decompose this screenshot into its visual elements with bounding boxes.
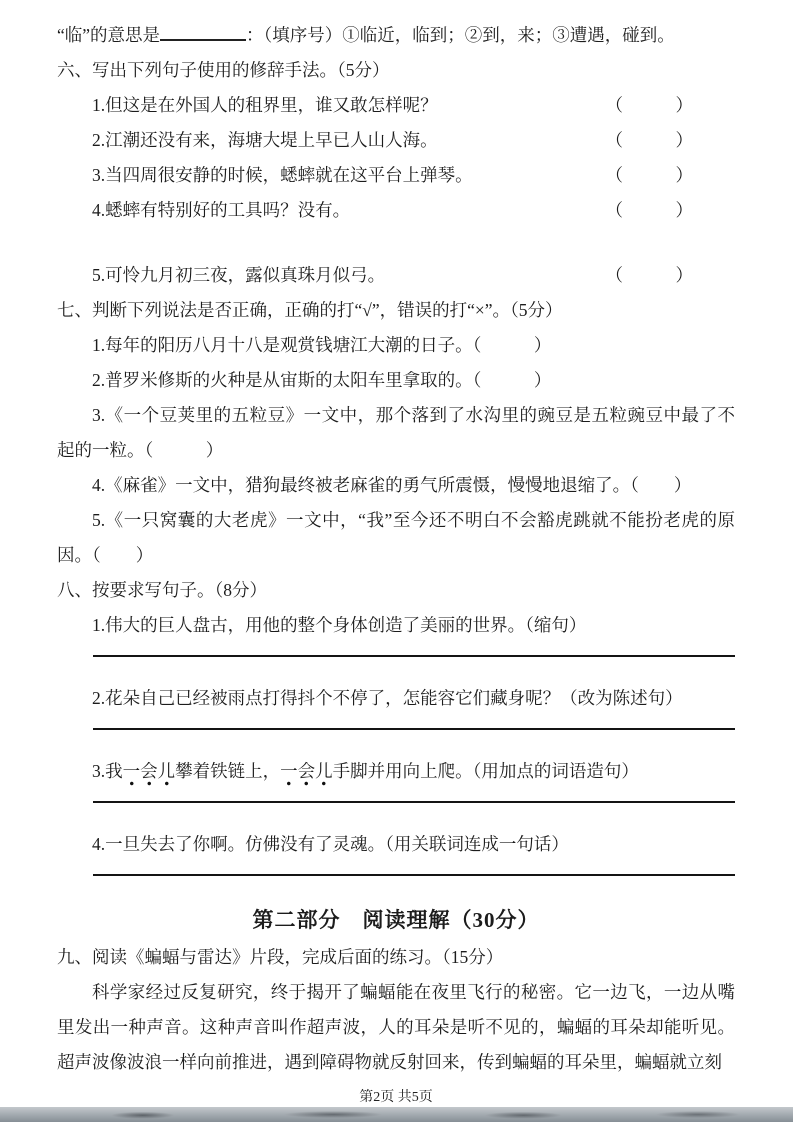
fill-blank-post: ：（填序号）①临近，临到；②到，来；③遭遇，碰到。 (246, 25, 675, 45)
rhetoric-question-1 (57, 88, 735, 123)
answer-bracket: （ ） (605, 165, 693, 185)
fill-blank-question (57, 18, 735, 53)
section-8-title: 八、按要求写句子。（8分） (57, 580, 267, 600)
fill-blank-pre: “临”的意思是 (57, 25, 161, 45)
answer-bracket: （ ） (605, 200, 693, 220)
sentence-question-1: 1.伟大的巨人盘古，用他的整个身体创造了美丽的世界。（缩句） (92, 615, 587, 635)
question-text: 5.可怜九月初三夜，露似真珠月似弓。 (92, 265, 386, 285)
answer-bracket: （ ） (605, 130, 693, 150)
part-2-heading: 第二部分 阅读理解（30分） (252, 908, 540, 932)
sentence-question-block-3 (57, 754, 735, 803)
rhetoric-question-4 (57, 193, 735, 228)
rhetoric-question-5 (57, 258, 735, 293)
question-text: 攀着铁链上， (175, 761, 281, 781)
sentence-question-block-4 (57, 827, 735, 876)
section-9-title: 九、阅读《蝙蝠与雷达》片段，完成后面的练习。（15分） (57, 947, 504, 967)
section-7-title: 七、判断下列说法是否正确，正确的打“√”，错误的打“×”。（5分） (57, 300, 563, 320)
reading-passage: 科学家经过反复研究，终于揭开了蝙蝠能在夜里飞行的秘密。它一边飞，一边从嘴里发出一种声音。这种声音叫作超声波，人的耳朵是听不见的，蝙蝠的耳朵却能听见。超声波像波浪一样向前推进，遇到障碍物就反射回来，传到蝙蝠的耳朵里，蝙蝠就立刻 (57, 982, 735, 1072)
judgement-question-3: 3.《一个豆荚里的五粒豆》一文中，那个落到了水沟里的豌豆是五粒豌豆中最了不起的一粒。（ ） (57, 405, 735, 460)
question-text: 2.江潮还没有来，海塘大堤上早已人山人海。 (92, 130, 438, 150)
judgement-question-5: 5.《一只窝囊的大老虎》一文中，“我”至今还不明白不会豁虎跳就不能扮老虎的原因。（ ） (57, 510, 735, 565)
sentence-question-4: 4.一旦失去了你啊。仿佛没有了灵魂。（用关联词连成一句话） (92, 834, 569, 854)
judgement-question-4: 4.《麻雀》一文中，猎狗最终被老麻雀的勇气所震慑，慢慢地退缩了。（ ） (92, 475, 692, 495)
answer-line (93, 728, 735, 730)
question-text: 3.我 (92, 761, 123, 781)
answer-blank (160, 24, 246, 41)
question-text: 1.但这是在外国人的租界里，谁又敢怎样呢？ (92, 95, 438, 115)
scan-edge-artifact (0, 1107, 793, 1122)
section-6-title: 六、写出下列句子使用的修辞手法。（5分） (57, 60, 390, 80)
sentence-question-block-2 (57, 681, 735, 730)
sentence-question-2: 2.花朵自己已经被雨点打得抖个不停了，怎能容它们藏身呢？（改为陈述句） (92, 688, 683, 708)
dotted-word: 一会儿 (123, 761, 176, 786)
page-footer: 第2页 共5页 (359, 1090, 433, 1105)
sentence-question-block-1 (57, 608, 735, 657)
rhetoric-question-2 (57, 123, 735, 158)
sentence-question-3 (57, 754, 735, 789)
dotted-word: 一会儿 (280, 761, 333, 786)
answer-bracket: （ ） (605, 265, 693, 285)
rhetoric-question-3 (57, 158, 735, 193)
question-text: 手脚并用向上爬。（用加点的词语造句） (332, 761, 639, 781)
judgement-question-2: 2.普罗米修斯的火种是从宙斯的太阳车里拿取的。（ ） (92, 370, 552, 390)
answer-line (93, 655, 735, 657)
answer-line (93, 874, 735, 876)
question-text: 3.当四周很安静的时候，蟋蟀就在这平台上弹琴。 (92, 165, 473, 185)
question-text: 4.蟋蟀有特别好的工具吗？没有。 (92, 200, 351, 220)
answer-line (93, 801, 735, 803)
judgement-question-1: 1.每年的阳历八月十八是观赏钱塘江大潮的日子。（ ） (92, 335, 552, 355)
answer-bracket: （ ） (605, 95, 693, 115)
